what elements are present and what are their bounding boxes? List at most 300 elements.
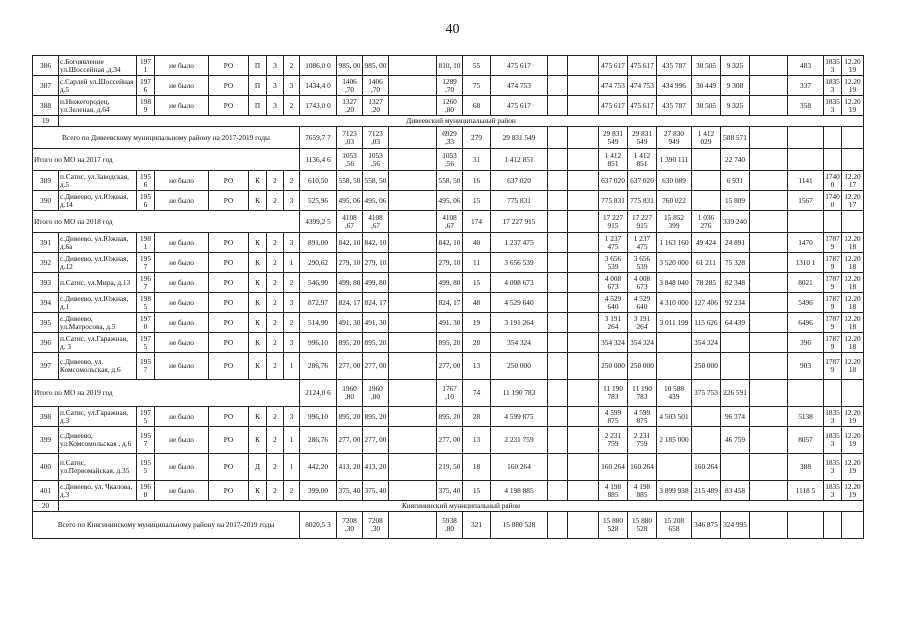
table-cell: 1 237 475 xyxy=(599,233,628,253)
table-cell xyxy=(657,353,692,380)
table-cell: 1835 3 xyxy=(825,96,840,114)
table-cell: 1053 ,56 xyxy=(437,149,463,171)
table-row xyxy=(33,233,864,253)
table-cell xyxy=(568,353,599,380)
section-number: 19 xyxy=(33,116,59,127)
table-cell: 31 xyxy=(463,149,491,171)
table-cell: 6 931 xyxy=(721,171,750,191)
table-cell: 2 231 759 xyxy=(628,427,657,454)
table-cell: 2 xyxy=(267,454,284,481)
table-cell: 4 198 885 xyxy=(628,481,657,501)
table-cell: 1787 9 xyxy=(825,333,840,351)
table-cell: 354 324 xyxy=(628,333,657,353)
table-cell: 11 190 783 xyxy=(628,380,657,407)
table-cell xyxy=(568,76,599,96)
table-cell xyxy=(548,512,568,539)
table-cell: 630 089 xyxy=(657,171,692,191)
table-cell: 1434,4 0 xyxy=(300,76,337,96)
table-cell xyxy=(750,211,788,233)
table-cell: 399,00 xyxy=(300,481,337,501)
table-cell: 277, 00 xyxy=(437,427,463,454)
table-cell: 324 995 xyxy=(721,512,750,539)
table-cell: 7208 ,30 xyxy=(363,512,389,539)
table-cell: 195 7 xyxy=(137,427,155,454)
table-cell: 5938 ,80 xyxy=(437,512,463,539)
table-row xyxy=(33,191,864,211)
table-cell: 514,90 xyxy=(300,313,337,333)
table-cell: не было xyxy=(155,313,209,333)
table-cell xyxy=(824,127,842,149)
table-cell: 824, 17 xyxy=(337,293,363,313)
table-cell: 3 656 539 xyxy=(628,253,657,273)
table-cell xyxy=(548,211,568,233)
table-cell xyxy=(548,481,568,501)
table-cell: 195 6 xyxy=(137,171,155,191)
table-cell: 277, 00 xyxy=(437,353,463,380)
table-cell: 215 489 xyxy=(692,481,721,501)
table-cell: 491, 30 xyxy=(363,313,389,333)
table-cell xyxy=(788,127,824,149)
table-cell: 197 6 xyxy=(137,76,155,96)
table-cell: 474 753 xyxy=(628,76,657,96)
table-cell: 1 163 160 xyxy=(657,233,692,253)
table-row xyxy=(33,96,864,116)
table-cell: 15 809 xyxy=(721,191,750,211)
table-cell: 2 xyxy=(267,171,284,191)
table-cell: 2 xyxy=(284,96,300,116)
table-cell: 4 599 875 xyxy=(599,407,628,427)
table-cell: 30 505 xyxy=(692,56,721,76)
table-cell: 3 xyxy=(284,407,300,427)
table-cell xyxy=(568,56,599,76)
table-cell: 637 020 xyxy=(599,171,628,191)
table-cell: не было xyxy=(155,273,209,293)
table-cell: 475 617 xyxy=(628,96,657,116)
table-cell: 127 406 xyxy=(692,293,721,313)
table-cell: РО xyxy=(209,293,249,313)
table-cell: 3 011 199 xyxy=(657,313,692,333)
table-cell xyxy=(750,233,788,253)
table-cell xyxy=(548,191,568,211)
table-cell: 12.20 17 xyxy=(842,191,864,211)
table-cell xyxy=(389,56,437,76)
table-cell: 3 xyxy=(284,76,300,96)
table-cell xyxy=(824,380,842,407)
table-cell: 12.20 19 xyxy=(842,481,864,501)
page-number: 40 xyxy=(445,22,460,37)
table-cell: РО xyxy=(209,454,249,481)
table-cell: 198 9 xyxy=(137,96,155,116)
table-row xyxy=(33,454,864,481)
table-cell: РО xyxy=(209,427,249,454)
table-cell: 1 xyxy=(284,454,300,481)
table-cell: 1767 ,10 xyxy=(437,380,463,407)
table-cell: 5496 xyxy=(788,293,824,313)
table-cell: 499, 80 xyxy=(363,273,389,293)
table-cell: 82 348 xyxy=(721,273,750,293)
table-cell: 160 264 xyxy=(628,454,657,481)
table-cell: 395 xyxy=(33,313,59,333)
address-cell: с.Дивеево, ул.Южная, д.14 xyxy=(59,191,137,211)
table-cell: 174 xyxy=(463,211,491,233)
table-cell: 29 831 549 xyxy=(491,127,548,149)
table-cell: 495, 06 xyxy=(337,191,363,211)
table-cell: 1 412 851 xyxy=(628,149,657,171)
table-cell: 387 xyxy=(33,76,59,96)
table-cell: 3 xyxy=(284,333,300,353)
table-row xyxy=(33,273,864,293)
table-cell: 10 588 439 xyxy=(657,380,692,407)
table-cell xyxy=(548,353,568,380)
table-cell: 760 022 xyxy=(657,191,692,211)
table-cell xyxy=(389,454,437,481)
table-cell: РО xyxy=(209,253,249,273)
table-cell xyxy=(389,233,437,253)
total-row xyxy=(33,512,864,539)
address-cell: с.Дивеево, ул.Южная, д.12 xyxy=(59,253,137,273)
table-cell xyxy=(750,407,788,427)
total-row xyxy=(33,211,864,233)
table-cell: К xyxy=(249,481,267,501)
table-cell: 2 xyxy=(267,333,284,353)
table-cell: 15 xyxy=(463,191,491,211)
table-cell: 1260 ,80 xyxy=(437,96,463,116)
table-cell xyxy=(750,171,788,191)
table-cell: 30 449 xyxy=(692,76,721,96)
table-cell xyxy=(750,253,788,273)
table-cell: 435 787 xyxy=(657,96,692,116)
address-cell: п.Сатис, ул.Мира, д.13 xyxy=(59,273,137,293)
table-cell xyxy=(788,149,824,171)
table-cell: П xyxy=(249,76,267,96)
table-cell xyxy=(548,293,568,313)
table-cell: 1 237 475 xyxy=(628,233,657,253)
table-cell xyxy=(692,149,721,171)
table-cell: 12.20 19 xyxy=(842,96,864,116)
table-cell: 3 xyxy=(284,191,300,211)
table-cell: РО xyxy=(209,171,249,191)
table-cell: 499, 80 xyxy=(437,273,463,293)
table-cell: 2 xyxy=(284,171,300,191)
table-cell: 1960 ,80 xyxy=(363,380,389,407)
table-cell xyxy=(842,149,864,171)
table-cell: 4 529 640 xyxy=(628,293,657,313)
table-cell xyxy=(788,211,824,233)
table-cell xyxy=(750,96,788,116)
table-cell: 40 xyxy=(463,233,491,253)
table-cell: 250 000 xyxy=(628,353,657,380)
table-cell xyxy=(568,407,599,427)
table-cell: 1136,4 6 xyxy=(300,149,337,171)
table-cell: 3 191 264 xyxy=(491,313,548,333)
table-cell: 996,10 xyxy=(300,333,337,353)
table-cell: 3 848 040 xyxy=(657,273,692,293)
table-cell: 895, 20 xyxy=(437,333,463,353)
table-cell: 4108 ,67 xyxy=(337,211,363,233)
table-cell: 19 xyxy=(463,313,491,333)
table-cell: 279 xyxy=(463,127,491,149)
table-cell: К xyxy=(249,293,267,313)
table-cell: не было xyxy=(155,171,209,191)
table-cell: 396 xyxy=(33,333,59,353)
table-cell: 279, 10 xyxy=(437,253,463,273)
table-row xyxy=(33,253,864,273)
table-cell: 29 831 549 xyxy=(599,127,628,149)
table-cell xyxy=(750,333,788,353)
table-cell: 68 xyxy=(463,96,491,116)
table-cell: 775 831 xyxy=(599,191,628,211)
table-cell: 2 xyxy=(267,407,284,427)
table-cell: 390 xyxy=(33,191,59,211)
table-cell xyxy=(692,171,721,191)
table-cell: 7659,7 7 xyxy=(300,127,337,149)
table-cell: 1835 3 xyxy=(825,76,840,94)
table-cell: 337 xyxy=(788,76,824,96)
table-cell: 12.20 18 xyxy=(842,353,864,380)
table-cell: 4 310 000 xyxy=(657,293,692,313)
table-cell: К xyxy=(249,313,267,333)
table-cell xyxy=(721,454,750,481)
table-cell xyxy=(389,407,437,427)
table-cell: 354 324 xyxy=(692,333,721,353)
table-cell xyxy=(824,149,842,171)
table-cell: 12.20 18 xyxy=(842,273,864,293)
address-cell: с.Дивеево, ул.Южная, д.6а xyxy=(59,233,137,253)
table-cell: 1 xyxy=(284,253,300,273)
table-cell: 442,20 xyxy=(300,454,337,481)
table-cell: 250 000 xyxy=(491,353,548,380)
table-cell: 891,00 xyxy=(300,233,337,253)
table-cell xyxy=(568,96,599,116)
table-cell: 1 xyxy=(284,353,300,380)
table-cell xyxy=(548,233,568,253)
table-cell: 637 020 xyxy=(628,171,657,191)
table-cell: Д xyxy=(249,454,267,481)
table-cell: 842, 10 xyxy=(363,233,389,253)
total-row xyxy=(33,149,864,171)
table-cell: К xyxy=(249,407,267,427)
table-cell: 354 324 xyxy=(491,333,548,353)
table-cell: 483 xyxy=(788,56,824,76)
table-cell: не было xyxy=(155,191,209,211)
table-cell xyxy=(750,273,788,293)
table-cell: 895, 20 xyxy=(337,333,363,353)
table-cell xyxy=(824,512,842,539)
table-cell xyxy=(568,333,599,353)
table-cell: 4 599 875 xyxy=(491,407,548,427)
table-cell: 279, 10 xyxy=(363,253,389,273)
table-cell: 842, 10 xyxy=(437,233,463,253)
table-cell xyxy=(750,380,788,407)
table-cell xyxy=(548,253,568,273)
table-cell: 12.20 19 xyxy=(842,427,864,454)
table-cell: 8020,5 3 xyxy=(300,512,337,539)
table-cell xyxy=(548,333,568,353)
table-cell: 11 190 783 xyxy=(599,380,628,407)
table-cell: 17 227 915 xyxy=(491,211,548,233)
table-cell: 1 xyxy=(284,427,300,454)
table-cell: 1118 5 xyxy=(788,481,824,501)
table-cell xyxy=(548,127,568,149)
table-cell: 1740 0 xyxy=(825,191,840,209)
table-cell: 1787 9 xyxy=(825,293,840,311)
table-cell: 1053 ,56 xyxy=(363,149,389,171)
table-cell: 1787 9 xyxy=(825,313,840,331)
table-cell: 413, 20 xyxy=(337,454,363,481)
address-cell: п.Сатис, ул.Заводская, д.5 xyxy=(59,171,137,191)
table-cell: 2 xyxy=(267,273,284,293)
table-cell xyxy=(568,149,599,171)
table-cell: 3 899 938 xyxy=(657,481,692,501)
address-cell: с.Богоявление ул.Шоссейная ,д.34 xyxy=(59,56,137,76)
table-cell: 46 759 xyxy=(721,427,750,454)
table-cell: 903 xyxy=(788,353,824,380)
table-cell: 219, 50 xyxy=(437,454,463,481)
table-cell: 610,50 xyxy=(300,171,337,191)
table-cell: 196 7 xyxy=(137,273,155,293)
table-cell: не было xyxy=(155,427,209,454)
table-cell: 12.20 18 xyxy=(842,253,864,273)
table-cell: 375 753 xyxy=(692,380,721,407)
table-cell: 4108 ,67 xyxy=(363,211,389,233)
table-cell: не было xyxy=(155,56,209,76)
table-cell: 277, 00 xyxy=(337,427,363,454)
table-cell: 1470 xyxy=(788,233,824,253)
table-row xyxy=(33,353,864,380)
table-cell: не было xyxy=(155,481,209,501)
table-cell xyxy=(568,427,599,454)
table-cell: 872,97 xyxy=(300,293,337,313)
table-cell: 9 325 xyxy=(721,96,750,116)
table-cell xyxy=(548,407,568,427)
table-cell: 198 1 xyxy=(137,233,155,253)
table-cell: 15 852 399 xyxy=(657,211,692,233)
table-cell: 2 xyxy=(267,481,284,501)
table-cell: РО xyxy=(209,191,249,211)
table-cell: 397 xyxy=(33,353,59,380)
table-cell: 49 424 xyxy=(692,233,721,253)
table-cell: 12.20 18 xyxy=(842,333,864,353)
table-cell: 1310 1 xyxy=(788,253,824,273)
table-cell: 3 191 264 xyxy=(628,313,657,333)
table-cell: 388 xyxy=(788,454,824,481)
table-cell: 197 1 xyxy=(137,56,155,76)
table-cell: 12.20 19 xyxy=(842,76,864,96)
table-cell: 3 xyxy=(267,96,284,116)
table-cell: 1835 3 xyxy=(825,56,840,74)
table-cell: 895, 20 xyxy=(437,407,463,427)
table-cell: 12.20 19 xyxy=(842,56,864,76)
table-cell: 1 036 276 xyxy=(692,211,721,233)
table-cell: 7123 ,03 xyxy=(363,127,389,149)
table-cell: 15 880 528 xyxy=(628,512,657,539)
table-cell: 75 328 xyxy=(721,253,750,273)
table-cell: 55 xyxy=(463,56,491,76)
table-cell: 1835 3 xyxy=(825,481,840,499)
table-cell: 18 xyxy=(463,454,491,481)
table-cell: 4 599 875 xyxy=(628,407,657,427)
table-cell xyxy=(389,149,437,171)
table-cell xyxy=(548,427,568,454)
table-cell: 197 5 xyxy=(137,407,155,427)
table-cell xyxy=(721,333,750,353)
table-cell: 2 xyxy=(284,273,300,293)
table-cell: 197 0 xyxy=(137,313,155,333)
table-cell: 475 617 xyxy=(491,96,548,116)
table-cell: 2 xyxy=(267,233,284,253)
table-cell: 28 xyxy=(463,333,491,353)
table-cell: 4399,2 5 xyxy=(300,211,337,233)
table-cell: 279, 10 xyxy=(337,253,363,273)
table-cell xyxy=(750,191,788,211)
table-cell: 29 831 549 xyxy=(628,127,657,149)
table-cell: 1327 ,20 xyxy=(337,96,363,116)
table-cell: 195 7 xyxy=(137,253,155,273)
table-cell xyxy=(750,512,788,539)
table-cell: 115 626 xyxy=(692,313,721,333)
table-cell: 286,76 xyxy=(300,427,337,454)
table-cell: 13 xyxy=(463,427,491,454)
table-cell: 637 020 xyxy=(491,171,548,191)
table-cell: 3 656 539 xyxy=(491,253,548,273)
table-cell: 11 190 783 xyxy=(491,380,548,407)
table-row xyxy=(33,76,864,96)
table-cell: 546,90 xyxy=(300,273,337,293)
table-cell: 2 231 759 xyxy=(491,427,548,454)
address-cell: с.Дивеево, ул. Комсомольская, д.6 xyxy=(59,353,137,380)
table-cell: 7123 ,03 xyxy=(337,127,363,149)
table-cell: 2 xyxy=(267,313,284,333)
table-cell xyxy=(750,454,788,481)
table-cell: 4 503 501 xyxy=(657,407,692,427)
table-cell: 8057 xyxy=(788,427,824,454)
table-cell: 1 412 851 xyxy=(491,149,548,171)
table-cell xyxy=(692,407,721,427)
table-cell: 386 xyxy=(33,56,59,76)
table-cell: РО xyxy=(209,56,249,76)
table-cell: 195 5 xyxy=(137,454,155,481)
table-cell xyxy=(568,233,599,253)
table-cell: 1787 9 xyxy=(825,273,840,291)
table-cell xyxy=(842,127,864,149)
table-cell xyxy=(568,481,599,501)
table-cell xyxy=(389,76,437,96)
table-cell: 895, 20 xyxy=(363,333,389,353)
table-cell: 64 439 xyxy=(721,313,750,333)
table-cell: 398 xyxy=(33,407,59,427)
table-cell: К xyxy=(249,191,267,211)
table-cell: 1 390 111 xyxy=(657,149,692,171)
table-cell: РО xyxy=(209,333,249,353)
table-cell xyxy=(389,191,437,211)
table-cell: 2 xyxy=(267,253,284,273)
table-cell: 391 xyxy=(33,233,59,253)
table-cell: 4 008 673 xyxy=(628,273,657,293)
table-cell: РО xyxy=(209,273,249,293)
table-cell xyxy=(750,427,788,454)
table-cell xyxy=(750,353,788,380)
address-cell: п.Сатис, ул.Первомайская, д.35 xyxy=(59,454,137,481)
table-cell: 396 xyxy=(788,333,824,353)
table-cell: 78 285 xyxy=(692,273,721,293)
table-cell: 588 571 xyxy=(721,127,750,149)
table-cell: 277, 00 xyxy=(363,353,389,380)
table-cell: 4 198 885 xyxy=(599,481,628,501)
table-cell xyxy=(568,211,599,233)
table-cell: РО xyxy=(209,96,249,116)
table-cell: К xyxy=(249,273,267,293)
table-cell: 1 412 851 xyxy=(599,149,628,171)
